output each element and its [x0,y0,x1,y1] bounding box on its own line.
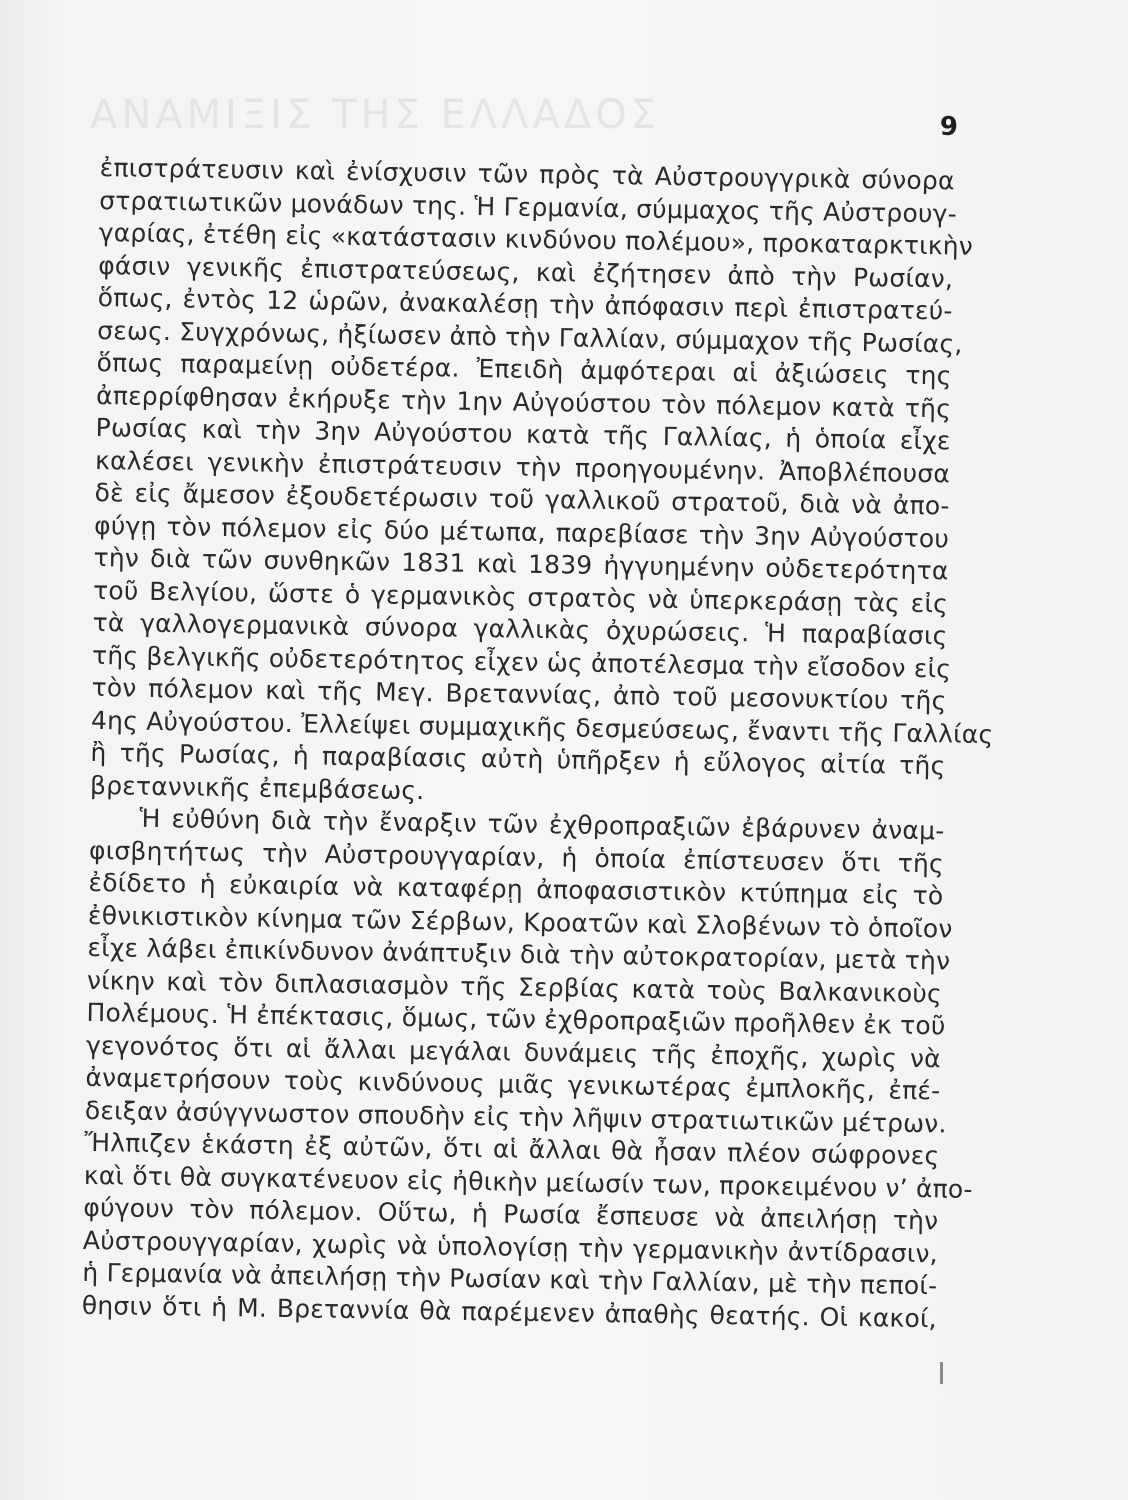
text-line: Ἤλπιζεν ἑκάστη ἐξ αὐτῶν, ὅτι αἱ ἄλλαι θὰ ἦσαν πλέον σώφρονες [84,1127,940,1171]
body-text [81,152,994,1335]
text-line: φάσιν γενικῆς ἐπιστρατεύσεως, καὶ ἐζήτησεν ἀπὸ τὴν Ρωσίαν, [97,250,954,293]
text-line: τὸν πόλεμον καὶ τῆς Μεγ. Βρεταννίας, ἀπὸ τοῦ μεσονυκτίου τῆς [91,672,947,716]
text-line: ἢ τῆς Ρωσίας, ἡ παραβίασις αὐτὴ ὑπῆρξεν ἡ εὔλογος αἰτία τῆς [90,737,946,781]
text-line: φισβητήτως τὴν Αὐστρουγγαρίαν, ἡ ὁποία ἐπίστευσεν ὅτι τῆς [88,835,945,878]
text-line: φύγουν τὸν πόλεμον. Οὕτω, ἡ Ρωσία ἔσπευσε νὰ ἀπειλήσῃ τὴν [83,1192,939,1236]
text-line: φύγῃ τὸν πόλεμον εἰς δύο μέτωπα, παρεβίασε τὴν 3ην Αὐγούστου [93,510,950,553]
text-line: ὅπως παραμείνῃ οὐδετέρα. Ἐπειδὴ ἀμφότεραι αἱ ἀξιώσεις της [96,347,952,391]
text-line: τοῦ Βελγίου, ὥστε ὁ γερμανικὸς στρατὸς νὰ ὑπερκεράσῃ τὰς εἰς [92,575,949,618]
text-line: 4ης Αὐγούστου. Ἐλλείψει συμμαχικῆς δεσμεύσεως, ἔναντι τῆς Γαλλίας [90,705,994,749]
page-number: 9 [939,112,958,142]
paragraph-start-line: Ἡ εὐθύνη διὰ τὴν ἔναρξιν τῶν ἐχθροπραξιῶν ἐβάρυνεν ἀναμ- [139,803,945,846]
text-line: Ρωσίας καὶ τὴν 3ην Αὐγούστου κατὰ τῆς Γαλλίας, ἡ ὁποία εἶχε [95,412,951,456]
text-line: ὅπως, ἐντὸς 12 ὡρῶν, ἀνακαλέσῃ τὴν ἀπόφασιν περὶ ἐπιστρατεύ- [97,282,953,326]
text-line: τὰ γαλλογερμανικὰ σύνορα γαλλικὰς ὀχυρώσεις. Ἡ παραβίασις [92,607,948,651]
paragraph-end-line: βρεταννικῆς ἐπεμβάσεως. [89,770,425,805]
text-line: στρατιωτικῶν μονάδων της. Ἡ Γερμανία, σύμμαχος τῆς Αὐστρουγ- [99,185,958,228]
text-line: ἀναμετρήσουν τοὺς κινδύνους μιᾶς γενικωτέρας ἐμπλοκῆς, ἐπέ- [85,1062,941,1106]
text-line: καλέσει γενικὴν ἐπιστράτευσιν τὴν προηγουμένην. Ἀποβλέπουσα [94,445,951,488]
text-line: δειξαν ἀσύγγνωστον σπουδὴν εἰς τὴν λῆψιν στρατιωτικῶν μέτρων. [84,1095,947,1138]
show-through-header: ΑΝΑΜΙΞΙΣ ΤΗΣ ΕΛΛΑΔΟΣ [90,92,660,138]
text-line: ἐπιστράτευσιν καὶ ἐνίσχυσιν τῶν πρὸς τὰ Αὐστρουγγρικὰ σύνορα [99,152,955,196]
text-line: ἀπερρίφθησαν ἐκήρυξε τὴν 1ην Αὐγούστου τὸν πόλεμον κατὰ τῆς [95,380,952,423]
text-line: νίκην καὶ τὸν διπλασιασμὸν τῆς Σερβίας κατὰ τοὺς Βαλκανικοὺς [86,965,943,1008]
text-line: εἶχε λάβει ἐπικίνδυνον ἀνάπτυξιν διὰ τὴν αὐτοκρατορίαν, μετὰ τὴν [87,932,951,976]
text-line: ἡ Γερμανία νὰ ἀπειλήσῃ τὴν Ρωσίαν καὶ τὴν Γαλλίαν, μὲ τὴν πεποί- [82,1257,938,1301]
text-line: ἐδίδετο ἡ εὐκαιρία νὰ καταφέρῃ ἀποφασιστικὸν κτύπημα εἰς τὸ [88,867,944,911]
margin-mark [940,1362,943,1384]
text-line: Αὐστρουγγαρίαν, χωρὶς νὰ ὑπολογίσῃ τὴν γερμανικὴν ἀντίδρασιν, [82,1225,939,1268]
text-line: τῆς βελγικῆς οὐδετερότητος εἶχεν ὡς ἀποτέλεσμα τὴν εἴσοδον εἰς [91,640,952,683]
text-line: ἐθνικιστικὸν κίνημα τῶν Σέρβων, Κροατῶν καὶ Σλοβένων τὸ ὁποῖον [87,900,953,943]
text-line: σεως. Συγχρόνως, ἠξίωσεν ἀπὸ τὴν Γαλλίαν, σύμμαχον τῆς Ρωσίας, [96,315,963,359]
text-line: καὶ ὅτι θὰ συγκατένευον εἰς ἠθικὴν μείωσίν των, προκειμένου ν’ ἀπο- [83,1160,973,1204]
text-line: Πολέμους. Ἡ ἐπέκτασις, ὅμως, τῶν ἐχθροπραξιῶν προῆλθεν ἐκ τοῦ [86,997,946,1041]
text-line: θησιν ὅτι ἡ Μ. Βρεταννία θὰ παρέμενεν ἀπαθὴς θεατής. Οἱ κακοί, [81,1290,938,1333]
text-line: γαρίας, ἐτέθη εἰς «κατάστασιν κινδύνου πολέμου», προκαταρκτικὴν [98,217,974,261]
text-line: δὲ εἰς ἄμεσον ἐξουδετέρωσιν τοῦ γαλλικοῦ στρατοῦ, διὰ νὰ ἀπο- [94,477,950,521]
text-line: τὴν διὰ τῶν συνθηκῶν 1831 καὶ 1839 ἠγγυημένην οὐδετερότητα [93,542,949,586]
text-line: γεγονότος ὅτι αἱ ἄλλαι μεγάλαι δυνάμεις τῆς ἐποχῆς, χωρὶς νὰ [85,1030,942,1073]
